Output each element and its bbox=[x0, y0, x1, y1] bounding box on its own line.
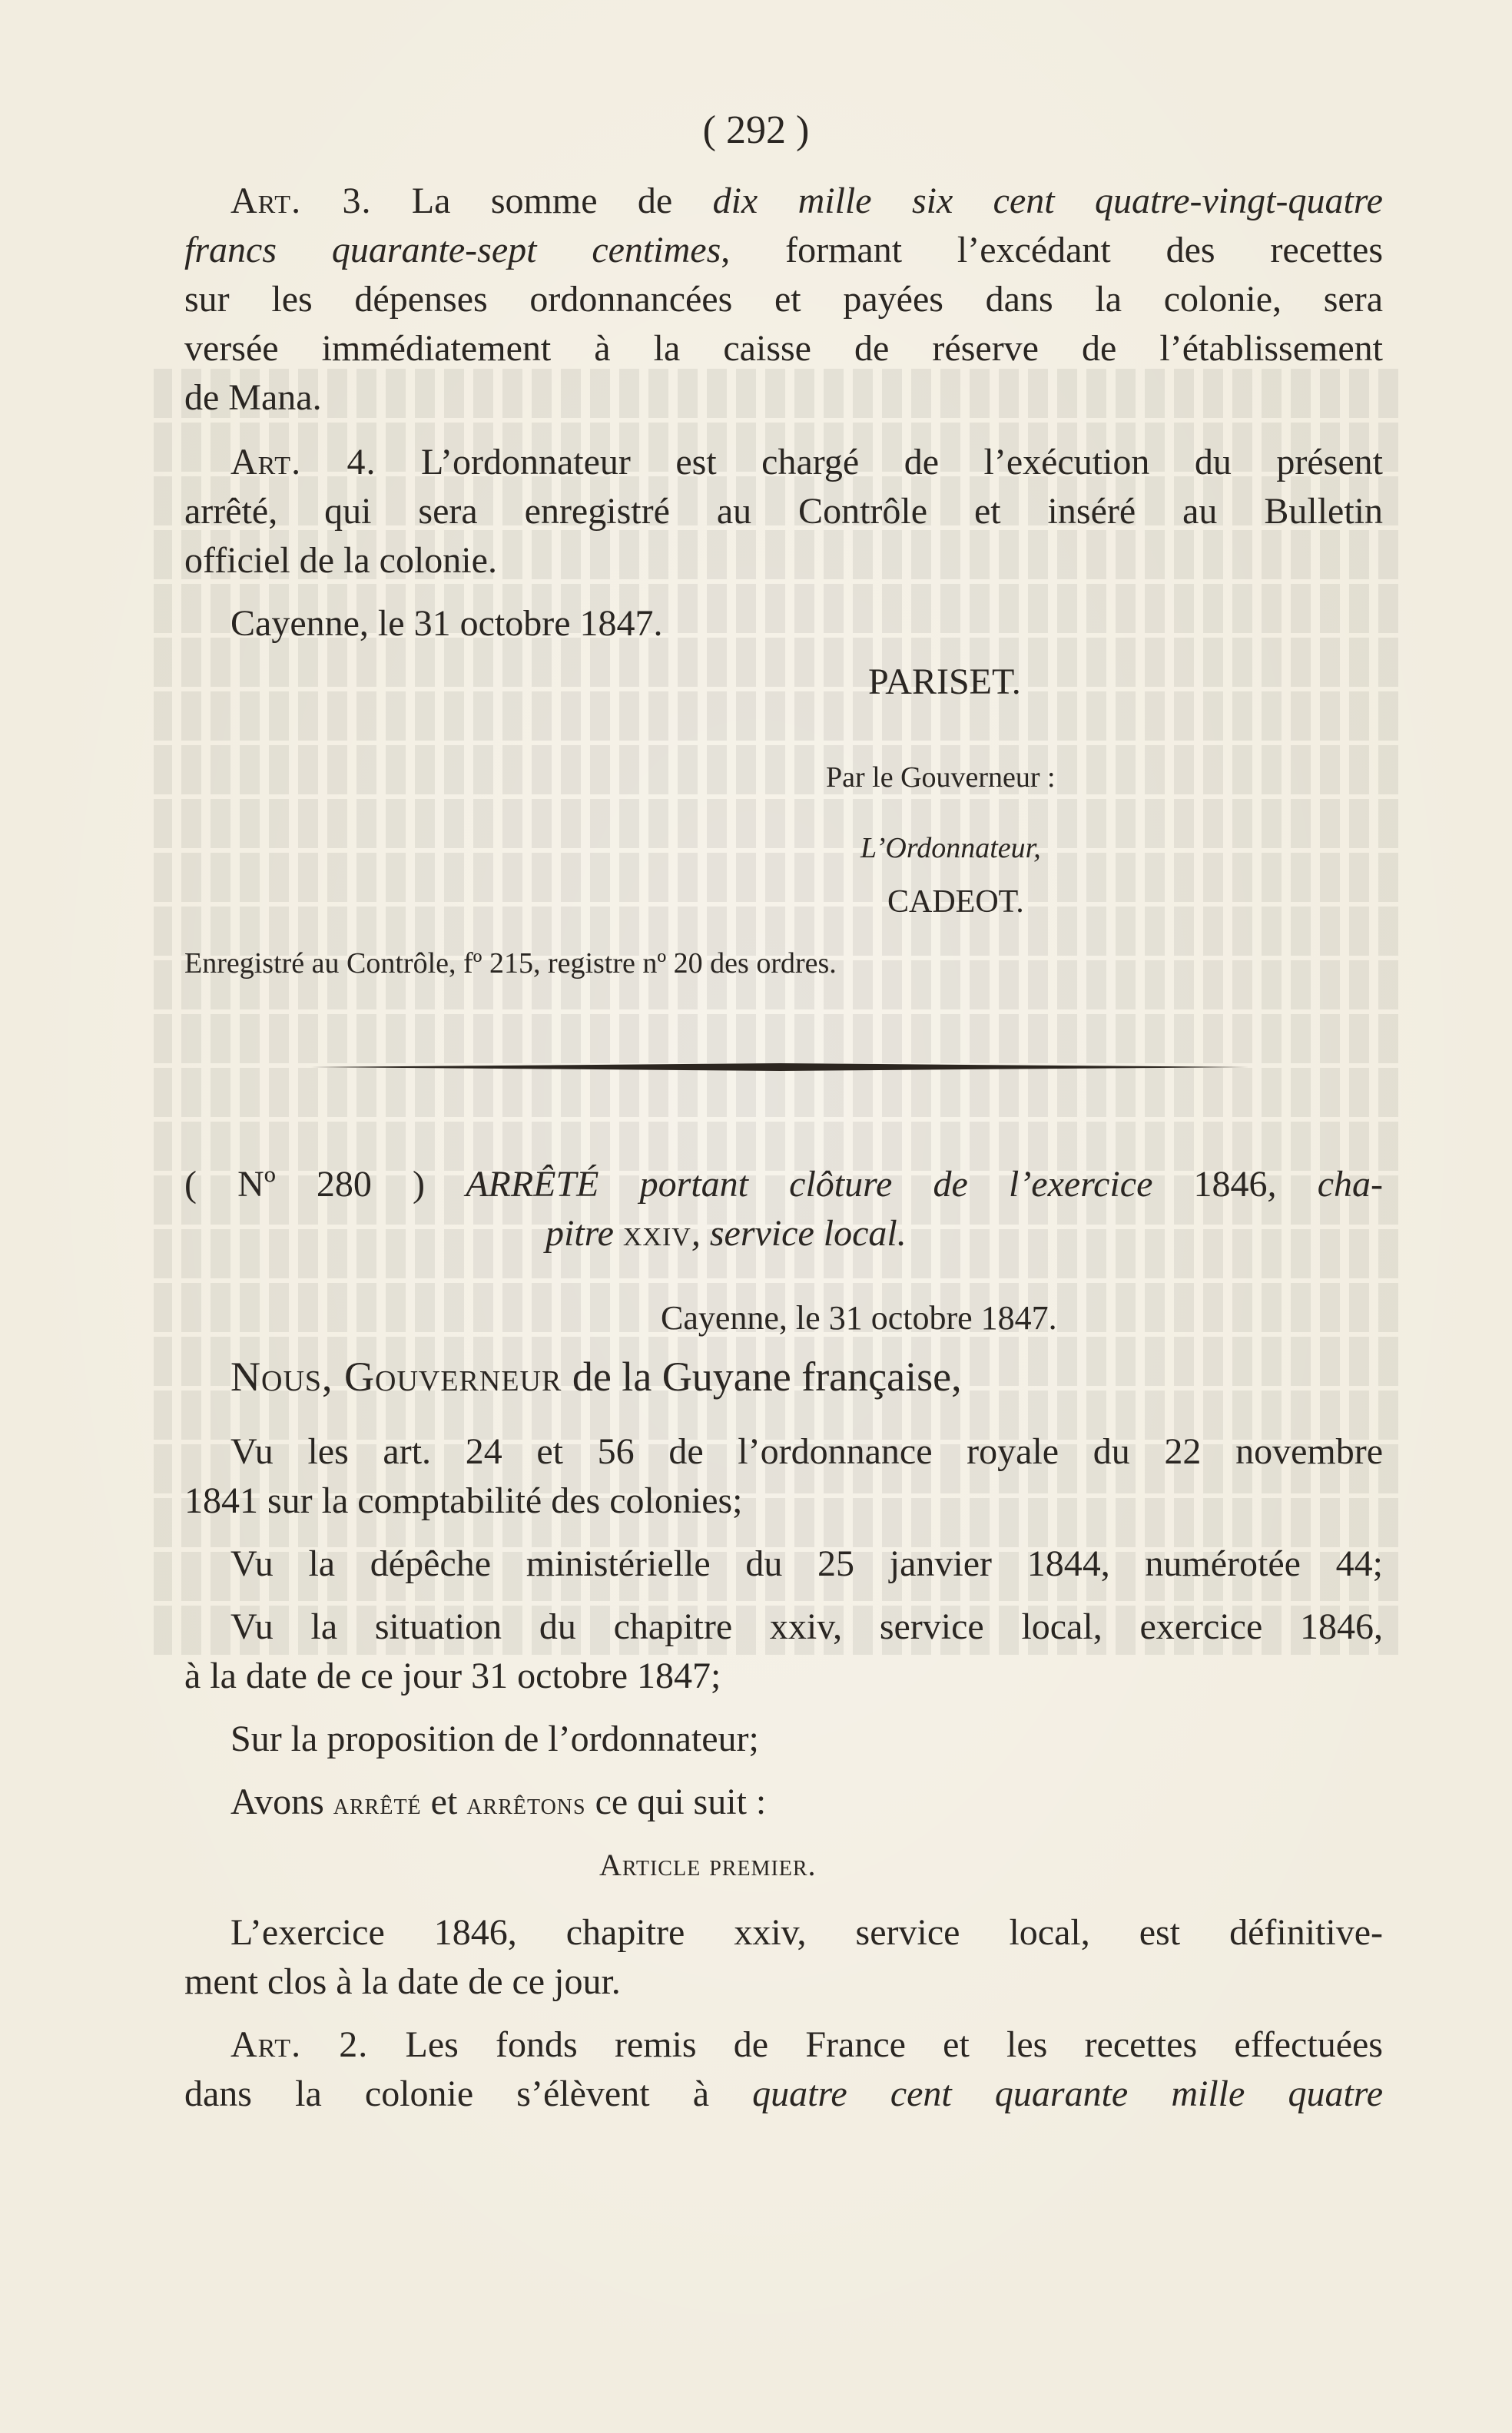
art2-line-2: dans la colonie s’élèvent à quatre cent quarante mille quatre bbox=[184, 2073, 1383, 2114]
by-governor: Par le Gouverneur : bbox=[826, 761, 1056, 794]
art3-line-3: sur les dépenses ordonnancées et payées dans la colonie, sera bbox=[184, 279, 1383, 320]
decree-title-line-1: ( Nº 280 ) ARRÊTÉ portant clôture de l’exercice 1846, cha- bbox=[184, 1164, 1384, 1205]
vu3-line-2: à la date de ce jour 31 octobre 1847; bbox=[184, 1656, 721, 1696]
vu2: Vu la dépêche ministérielle du 25 janvier 1844, numérotée 44; bbox=[230, 1543, 1383, 1584]
ordonnateur-title: L’Ordonnateur, bbox=[860, 832, 1041, 864]
vu1-line-2: 1841 sur la comptabilité des colonies; bbox=[184, 1480, 743, 1521]
art3-line-5: de Mana. bbox=[184, 377, 322, 418]
section-divider bbox=[311, 1063, 1248, 1071]
art4-label: Art. 4. bbox=[230, 442, 376, 482]
art3-line-4: versée immédiatement à la caisse de réserve de l’établissement bbox=[184, 328, 1383, 369]
art3-label: Art. 3. bbox=[230, 181, 372, 221]
article-premier-heading: Article premier. bbox=[599, 1848, 817, 1882]
art1-line-1: L’exercice 1846, chapitre xxiv, service local, est définitive- bbox=[230, 1912, 1383, 1953]
avons-arrete: Avons arrêté et arrêtons ce qui suit : bbox=[230, 1782, 767, 1822]
art4-line-1: Art. 4. L’ordonnateur est chargé de l’exécution du présent bbox=[230, 442, 1383, 482]
nous-gouverneur: Nous, Gouverneur de la Guyane française, bbox=[230, 1354, 962, 1400]
proposition: Sur la proposition de l’ordonnateur; bbox=[230, 1719, 759, 1759]
art2-line-1: Art. 2. Les fonds remis de France et les recettes effectuées bbox=[230, 2024, 1383, 2065]
art1-line-2: ment clos à la date de ce jour. bbox=[184, 1961, 621, 2002]
art3-line-1: Art. 3. La somme de dix mille six cent quatre-vingt-quatre bbox=[230, 181, 1383, 221]
signatory-cadeot: CADEOT. bbox=[887, 884, 1024, 920]
signatory-pariset: PARISET. bbox=[868, 661, 1021, 702]
decree-title-line-2: pitre xxiv, service local. bbox=[545, 1213, 907, 1254]
art3-line-2: francs quarante-sept centimes, formant l’excédant des recettes bbox=[184, 230, 1383, 270]
art4-line-2: arrêté, qui sera enregistré au Contrôle et inséré au Bulletin bbox=[184, 491, 1383, 532]
vu1-line-1: Vu les art. 24 et 56 de l’ordonnance royale du 22 novembre bbox=[230, 1431, 1383, 1472]
vu3-line-1: Vu la situation du chapitre xxiv, service local, exercice 1846, bbox=[230, 1606, 1383, 1647]
registration-note: Enregistré au Contrôle, fº 215, registre nº 20 des ordres. bbox=[184, 947, 837, 979]
place-date-1: Cayenne, le 31 octobre 1847. bbox=[230, 603, 663, 644]
page-number: ( 292 ) bbox=[702, 108, 810, 152]
place-date-2: Cayenne, le 31 octobre 1847. bbox=[661, 1299, 1057, 1337]
art4-line-3: officiel de la colonie. bbox=[184, 540, 497, 581]
art2-label: Art. 2. bbox=[230, 2024, 369, 2065]
